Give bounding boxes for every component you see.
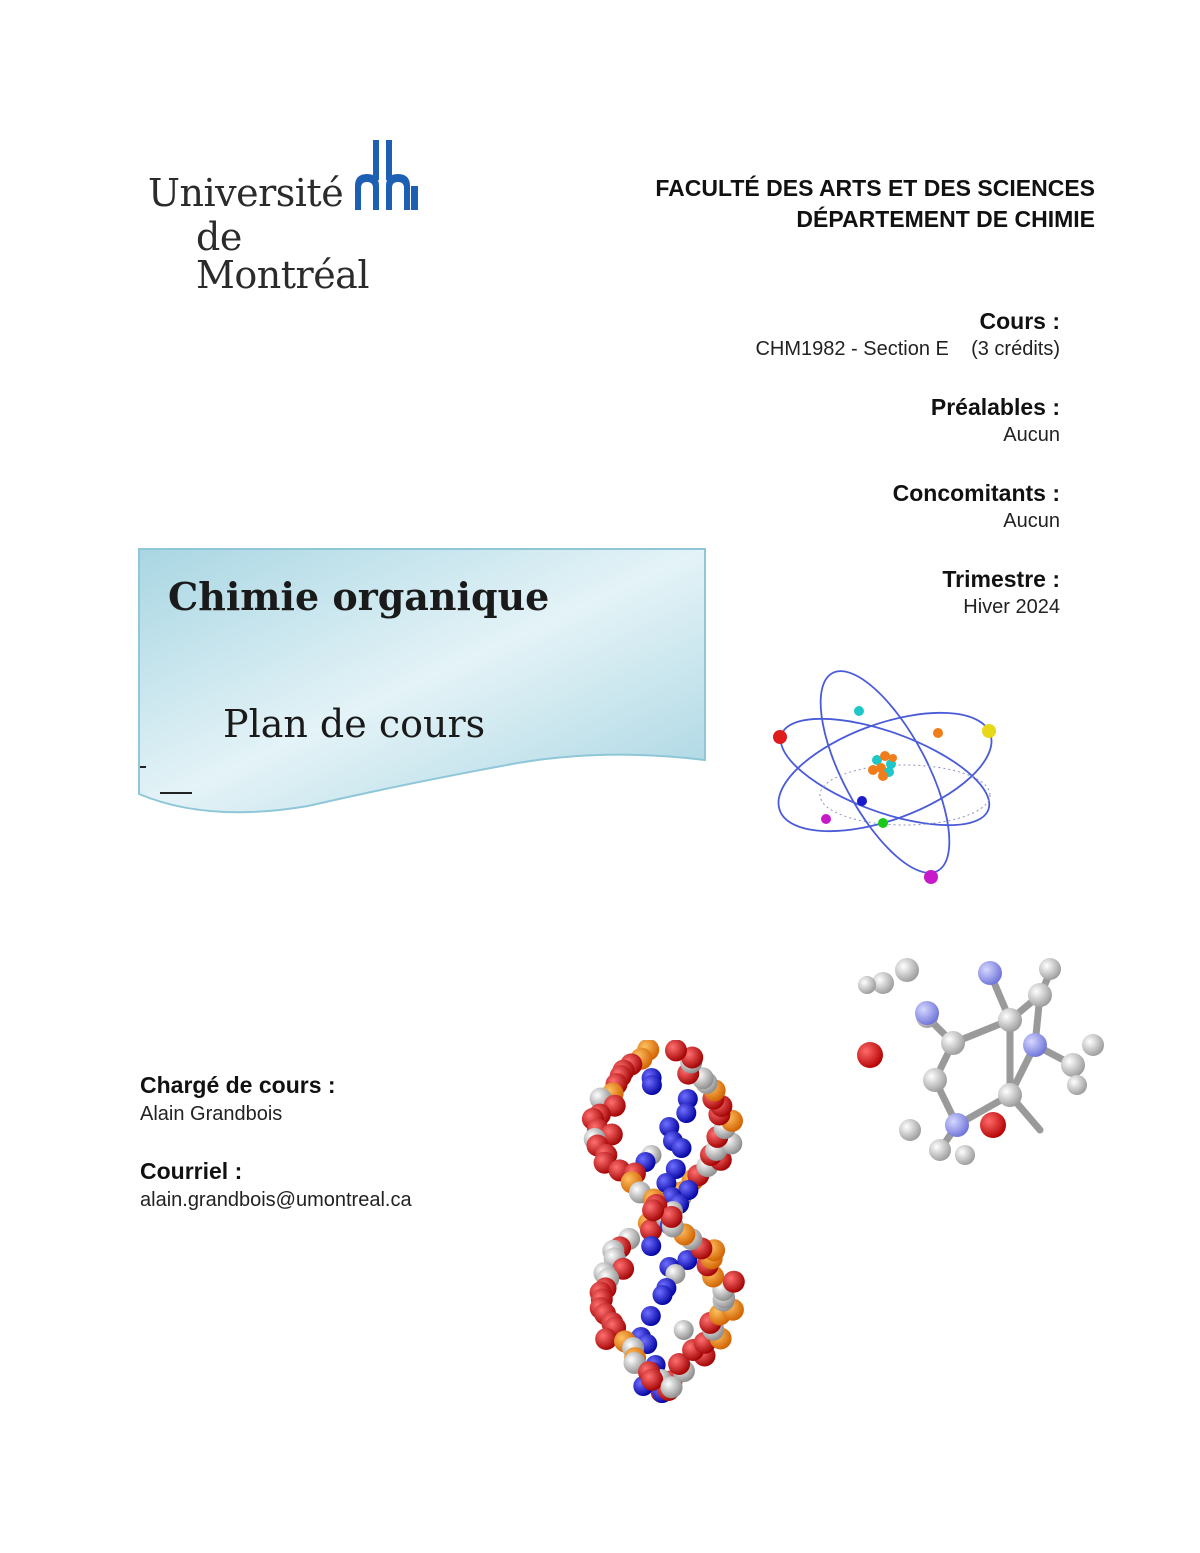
email-link[interactable]: alain.grandbois@umontreal.ca [140,1189,412,1211]
department-name: DÉPARTEMENT DE CHIMIE [796,206,1095,232]
document-title: Chimie organique [168,574,550,619]
dna-atom [595,1328,617,1350]
logo-line-1: Université [148,171,344,215]
dna-atom [672,1138,692,1158]
prereq-value: Aucun [1003,424,1060,446]
instructor-name: Alain Grandbois [140,1103,283,1125]
caffeine-molecule-icon [845,945,1110,1170]
university-emblem-icon [353,140,423,212]
document-subtitle: Plan de cours [223,702,486,746]
stray-mark [160,792,192,794]
dna-atom [723,1271,745,1293]
title-banner [138,548,706,818]
logo-line-2: de Montréal [196,215,369,297]
term-label: Trimestre : [942,566,1060,592]
dna-atom [642,1199,664,1221]
dna-atom [641,1236,661,1256]
stray-mark [140,766,146,768]
dna-atom [665,1040,687,1061]
prereq-label: Préalables : [930,394,1060,420]
instructor-group [140,1070,412,1128]
concomitant-value: Aucun [1003,510,1060,532]
faculty-name: FACULTÉ DES ARTS ET DES SCIENCES [655,175,1095,201]
course-label: Cours : [979,308,1060,334]
concomitant-group [600,479,1060,535]
email-group [140,1156,412,1214]
faculty-header [655,173,1095,235]
prereq-group [600,393,1060,449]
dna-atom [641,1369,663,1391]
course-value: CHM1982 - Section E (3 crédits) [755,338,1060,360]
instructor-label: Chargé de cours : [140,1072,336,1098]
term-value: Hiver 2024 [963,596,1060,618]
university-logo [148,140,423,297]
dna-atom [674,1320,694,1340]
dna-atom [641,1306,661,1326]
dna-atom [653,1285,673,1305]
dna-helix-icon [560,1040,770,1410]
email-label: Courriel : [140,1158,243,1184]
dna-atom [676,1103,696,1123]
dna-atom [661,1376,683,1398]
course-group [600,307,1060,363]
atom-model-icon [765,660,1010,890]
instructor-info [140,1070,412,1242]
dna-atom [642,1075,662,1095]
concomitant-label: Concomitants : [892,480,1060,506]
